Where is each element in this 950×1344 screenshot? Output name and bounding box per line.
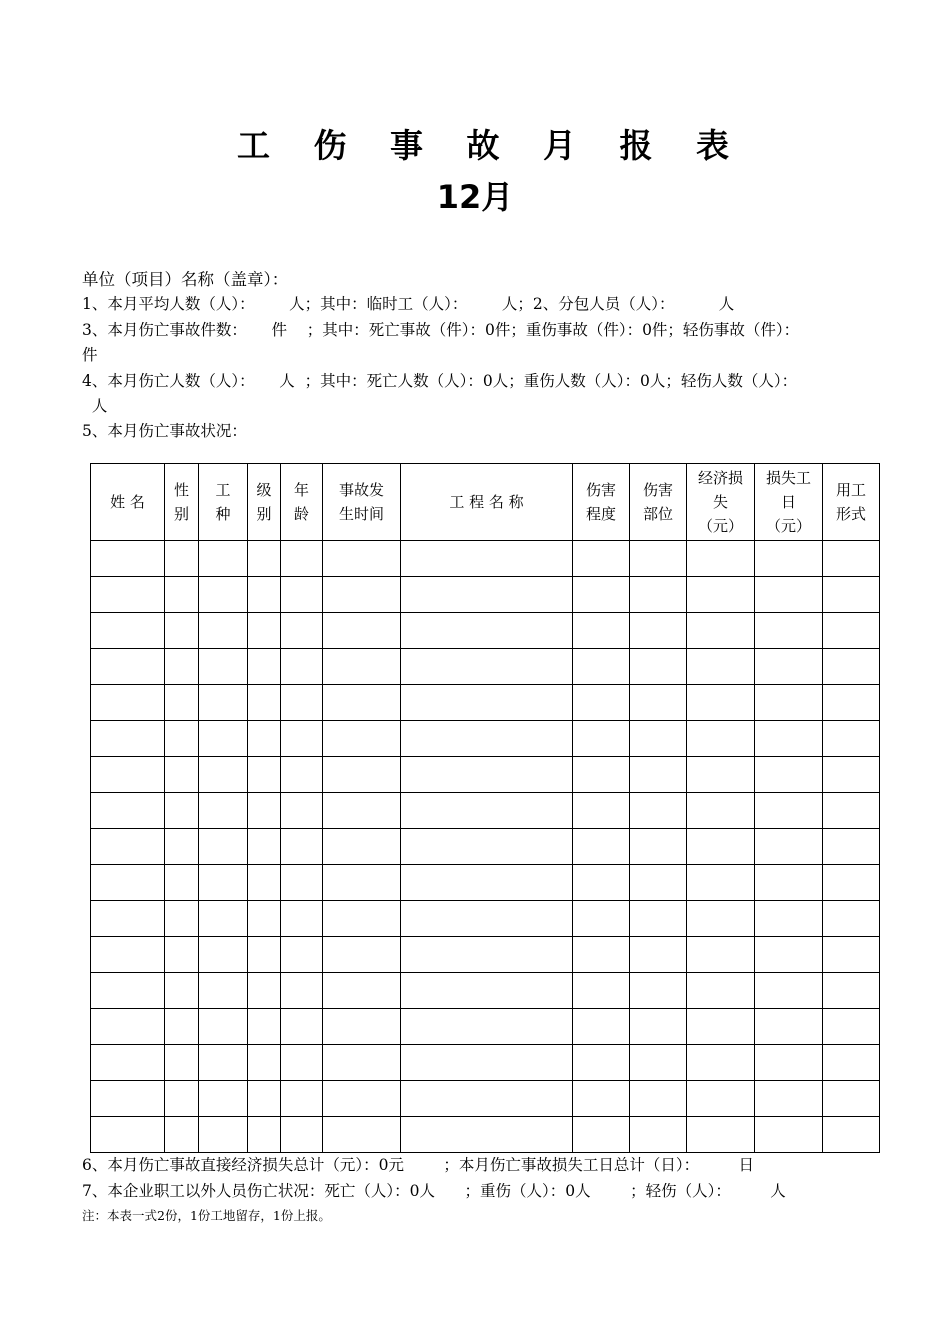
table-cell[interactable] (687, 901, 755, 937)
table-cell[interactable] (687, 721, 755, 757)
table-cell[interactable] (687, 793, 755, 829)
table-cell[interactable] (281, 829, 323, 865)
external-casualty-line: 7、本企业职工以外人员伤亡状况：死亡（人）：0人 ；重伤（人）：0人 ；轻伤（人）： 人 (82, 1182, 786, 1200)
table-cell[interactable] (401, 1045, 573, 1081)
table-cell[interactable] (687, 1117, 755, 1153)
table-cell[interactable] (573, 973, 630, 1009)
table-cell[interactable] (573, 721, 630, 757)
table-cell[interactable] (248, 577, 281, 613)
table-row (91, 757, 880, 793)
table-cell[interactable] (687, 649, 755, 685)
table-cell[interactable] (165, 829, 199, 865)
table-cell[interactable] (401, 721, 573, 757)
table-cell[interactable] (755, 793, 823, 829)
table-cell[interactable] (823, 685, 880, 721)
table-cell[interactable] (755, 1081, 823, 1117)
table-cell[interactable] (573, 541, 630, 577)
table-cell[interactable] (323, 541, 401, 577)
table-cell[interactable] (823, 577, 880, 613)
table-cell[interactable] (401, 541, 573, 577)
table-row (91, 973, 880, 1009)
table-cell[interactable] (401, 685, 573, 721)
table-cell[interactable] (165, 793, 199, 829)
table-cell[interactable] (823, 865, 880, 901)
table-cell[interactable] (401, 829, 573, 865)
table-cell[interactable] (91, 757, 165, 793)
table-cell[interactable] (199, 1009, 248, 1045)
table-row (91, 829, 880, 865)
table-header-row (91, 464, 880, 541)
table-cell[interactable] (281, 901, 323, 937)
table-cell[interactable] (823, 649, 880, 685)
column-header: 性 别 (165, 464, 199, 541)
table-cell[interactable] (755, 1009, 823, 1045)
form-title: 工 伤 事 故 月 报 表 (237, 126, 745, 165)
table-cell[interactable] (248, 865, 281, 901)
table-cell[interactable] (91, 973, 165, 1009)
table-cell[interactable] (630, 901, 687, 937)
table-cell[interactable] (401, 865, 573, 901)
table-cell[interactable] (323, 1045, 401, 1081)
table-cell[interactable] (281, 793, 323, 829)
table-row (91, 1045, 880, 1081)
table-cell[interactable] (248, 721, 281, 757)
table-cell[interactable] (248, 829, 281, 865)
accident-status-label: 5、本月伤亡事故状况： (82, 422, 247, 440)
table-cell[interactable] (630, 1081, 687, 1117)
table-cell[interactable] (755, 1117, 823, 1153)
table-cell[interactable] (323, 1009, 401, 1045)
accident-count-line-wrap: 件 (82, 346, 98, 364)
table-cell[interactable] (687, 577, 755, 613)
table-row (91, 1009, 880, 1045)
table-cell[interactable] (630, 577, 687, 613)
table-cell[interactable] (281, 1081, 323, 1117)
table-cell[interactable] (165, 541, 199, 577)
column-header: 姓 名 (91, 464, 165, 541)
table-cell[interactable] (755, 649, 823, 685)
table-cell[interactable] (823, 721, 880, 757)
table-cell[interactable] (823, 1117, 880, 1153)
table-cell[interactable] (687, 1045, 755, 1081)
table-cell[interactable] (323, 973, 401, 1009)
table-cell[interactable] (199, 1045, 248, 1081)
table-cell[interactable] (401, 649, 573, 685)
table-cell[interactable] (199, 541, 248, 577)
accident-table (90, 463, 880, 1153)
table-row (91, 541, 880, 577)
table-cell[interactable] (573, 901, 630, 937)
table-cell[interactable] (630, 1117, 687, 1153)
table-cell[interactable] (248, 937, 281, 973)
table-cell[interactable] (248, 613, 281, 649)
table-cell[interactable] (573, 937, 630, 973)
table-cell[interactable] (573, 1009, 630, 1045)
table-cell[interactable] (248, 1009, 281, 1045)
table-cell[interactable] (323, 901, 401, 937)
table-cell[interactable] (755, 577, 823, 613)
table-cell[interactable] (281, 721, 323, 757)
table-cell[interactable] (323, 721, 401, 757)
table-cell[interactable] (755, 1045, 823, 1081)
table-cell[interactable] (199, 613, 248, 649)
table-cell[interactable] (823, 1045, 880, 1081)
table-cell[interactable] (165, 649, 199, 685)
table-cell[interactable] (91, 829, 165, 865)
table-cell[interactable] (630, 865, 687, 901)
table-cell[interactable] (687, 829, 755, 865)
table-cell[interactable] (323, 685, 401, 721)
unit-name-label: 单位（项目）名称（盖章）： (82, 270, 289, 289)
table-cell[interactable] (91, 1045, 165, 1081)
table-cell[interactable] (687, 757, 755, 793)
table-cell[interactable] (199, 685, 248, 721)
table-cell[interactable] (248, 793, 281, 829)
table-cell[interactable] (687, 1081, 755, 1117)
table-cell[interactable] (248, 541, 281, 577)
table-cell[interactable] (823, 793, 880, 829)
table-cell[interactable] (199, 1081, 248, 1117)
table-cell[interactable] (630, 541, 687, 577)
table-cell[interactable] (165, 757, 199, 793)
table-cell[interactable] (401, 793, 573, 829)
table-row (91, 901, 880, 937)
table-cell[interactable] (323, 1081, 401, 1117)
table-row (91, 865, 880, 901)
table-cell[interactable] (248, 1045, 281, 1081)
table-cell[interactable] (573, 1045, 630, 1081)
table-cell[interactable] (91, 1081, 165, 1117)
table-cell[interactable] (401, 577, 573, 613)
table-cell[interactable] (823, 901, 880, 937)
table-cell[interactable] (755, 829, 823, 865)
table-cell[interactable] (281, 541, 323, 577)
table-cell[interactable] (573, 1117, 630, 1153)
table-cell[interactable] (248, 685, 281, 721)
table-cell[interactable] (401, 757, 573, 793)
table-cell[interactable] (91, 685, 165, 721)
table-cell[interactable] (248, 901, 281, 937)
table-cell[interactable] (823, 613, 880, 649)
table-cell[interactable] (755, 685, 823, 721)
casualty-count-line-wrap: 人 (82, 397, 108, 415)
table-cell[interactable] (573, 757, 630, 793)
column-header: 事故发 生时间 (323, 464, 401, 541)
table-cell[interactable] (199, 577, 248, 613)
table-cell[interactable] (755, 973, 823, 1009)
table-cell[interactable] (687, 973, 755, 1009)
column-header: 年 龄 (281, 464, 323, 541)
table-cell[interactable] (199, 973, 248, 1009)
table-cell[interactable] (199, 1117, 248, 1153)
table-cell[interactable] (323, 649, 401, 685)
table-cell[interactable] (687, 541, 755, 577)
column-header: 用工 形式 (823, 464, 880, 541)
table-row (91, 937, 880, 973)
table-cell[interactable] (401, 901, 573, 937)
table-body (91, 541, 880, 1153)
table-cell[interactable] (165, 613, 199, 649)
table-cell[interactable] (91, 901, 165, 937)
table-cell[interactable] (165, 1009, 199, 1045)
table-cell[interactable] (91, 1009, 165, 1045)
table-cell[interactable] (91, 937, 165, 973)
table-cell[interactable] (165, 1081, 199, 1117)
table-cell[interactable] (755, 937, 823, 973)
table-cell[interactable] (248, 757, 281, 793)
table-cell[interactable] (573, 649, 630, 685)
avg-headcount-line: 1、本月平均人数（人）： 人；其中：临时工（人）： 人；2、分包人员（人）： 人 (82, 295, 735, 313)
table-cell[interactable] (199, 793, 248, 829)
table-cell[interactable] (687, 937, 755, 973)
table-cell[interactable] (323, 577, 401, 613)
table-cell[interactable] (630, 757, 687, 793)
accident-count-line: 3、本月伤亡事故件数： 件 ；其中：死亡事故（件）：0件；重伤事故（件）：0件；轻伤事故（件）： (82, 321, 800, 339)
table-cell[interactable] (91, 541, 165, 577)
report-month: 12月 (436, 178, 514, 216)
table-cell[interactable] (165, 577, 199, 613)
table-cell[interactable] (823, 829, 880, 865)
table-cell[interactable] (755, 757, 823, 793)
table-cell[interactable] (91, 577, 165, 613)
table-cell[interactable] (630, 937, 687, 973)
table-cell[interactable] (165, 901, 199, 937)
column-header: 伤害 部位 (630, 464, 687, 541)
table-cell[interactable] (573, 1081, 630, 1117)
table-cell[interactable] (755, 721, 823, 757)
table-cell[interactable] (199, 901, 248, 937)
table-cell[interactable] (281, 973, 323, 1009)
casualty-count-line: 4、本月伤亡人数（人）： 人 ；其中：死亡人数（人）：0人；重伤人数（人）：0人；轻伤人数（人）： (82, 372, 798, 390)
table-cell[interactable] (755, 541, 823, 577)
table-cell[interactable] (630, 613, 687, 649)
table-cell[interactable] (91, 613, 165, 649)
table-cell[interactable] (199, 649, 248, 685)
table-cell[interactable] (823, 1009, 880, 1045)
table-cell[interactable] (630, 1009, 687, 1045)
table-cell[interactable] (687, 685, 755, 721)
table-cell[interactable] (401, 937, 573, 973)
table-row (91, 577, 880, 613)
table-cell[interactable] (165, 721, 199, 757)
table-cell[interactable] (823, 973, 880, 1009)
table-cell[interactable] (687, 865, 755, 901)
table-cell[interactable] (199, 937, 248, 973)
table-cell[interactable] (755, 865, 823, 901)
table-cell[interactable] (165, 1045, 199, 1081)
table-cell[interactable] (281, 937, 323, 973)
table-cell[interactable] (165, 865, 199, 901)
table-cell[interactable] (199, 757, 248, 793)
economic-loss-line: 6、本月伤亡事故直接经济损失总计（元）：0元 ；本月伤亡事故损失工日总计（日）： 日 (82, 1156, 755, 1174)
table-cell[interactable] (823, 541, 880, 577)
table-cell[interactable] (323, 1117, 401, 1153)
table-cell[interactable] (281, 613, 323, 649)
table-row (91, 1081, 880, 1117)
table-cell[interactable] (91, 865, 165, 901)
table-cell[interactable] (248, 1081, 281, 1117)
table-cell[interactable] (823, 1081, 880, 1117)
table-cell[interactable] (630, 1045, 687, 1081)
table-cell[interactable] (165, 1117, 199, 1153)
table-cell[interactable] (248, 973, 281, 1009)
footnote: 注：本表一式2份，1份工地留存，1份上报。 (82, 1208, 331, 1223)
table-cell[interactable] (323, 829, 401, 865)
table-cell[interactable] (165, 973, 199, 1009)
table-cell[interactable] (630, 685, 687, 721)
table-cell[interactable] (630, 793, 687, 829)
table-cell[interactable] (573, 577, 630, 613)
column-header: 工 程 名 称 (401, 464, 573, 541)
table-cell[interactable] (573, 685, 630, 721)
table-cell[interactable] (323, 757, 401, 793)
table-cell[interactable] (281, 1045, 323, 1081)
table-cell[interactable] (91, 721, 165, 757)
column-header: 级 别 (248, 464, 281, 541)
table-cell[interactable] (630, 721, 687, 757)
table-cell[interactable] (199, 721, 248, 757)
table-cell[interactable] (91, 1117, 165, 1153)
table-cell[interactable] (199, 865, 248, 901)
table-cell[interactable] (573, 829, 630, 865)
table-cell[interactable] (281, 649, 323, 685)
table-row (91, 613, 880, 649)
table-cell[interactable] (755, 901, 823, 937)
table-cell[interactable] (823, 937, 880, 973)
table-cell[interactable] (281, 1009, 323, 1045)
table-cell[interactable] (281, 577, 323, 613)
table-cell[interactable] (687, 613, 755, 649)
table-cell[interactable] (823, 757, 880, 793)
table-cell[interactable] (687, 1009, 755, 1045)
column-header: 经济损 失 （元） (687, 464, 755, 541)
table-cell[interactable] (630, 649, 687, 685)
table-cell[interactable] (91, 649, 165, 685)
table-row (91, 793, 880, 829)
table-row (91, 721, 880, 757)
table-cell[interactable] (248, 1117, 281, 1153)
table-row (91, 1117, 880, 1153)
table-cell[interactable] (281, 1117, 323, 1153)
table-cell[interactable] (281, 685, 323, 721)
table-cell[interactable] (281, 865, 323, 901)
table-cell[interactable] (323, 613, 401, 649)
table-cell[interactable] (401, 1117, 573, 1153)
table-row (91, 685, 880, 721)
table-cell[interactable] (573, 613, 630, 649)
table-cell[interactable] (91, 793, 165, 829)
table-cell[interactable] (323, 865, 401, 901)
table-cell[interactable] (401, 1081, 573, 1117)
table-cell[interactable] (401, 613, 573, 649)
table-cell[interactable] (199, 829, 248, 865)
table-cell[interactable] (573, 865, 630, 901)
table-cell[interactable] (401, 1009, 573, 1045)
table-cell[interactable] (323, 937, 401, 973)
column-header: 伤害 程度 (573, 464, 630, 541)
table-cell[interactable] (573, 793, 630, 829)
table-cell[interactable] (165, 685, 199, 721)
table-row (91, 649, 880, 685)
table-cell[interactable] (323, 793, 401, 829)
table-cell[interactable] (248, 649, 281, 685)
table-cell[interactable] (401, 973, 573, 1009)
column-header: 损失工 日 （元） (755, 464, 823, 541)
table-cell[interactable] (630, 973, 687, 1009)
table-cell[interactable] (281, 757, 323, 793)
table-cell[interactable] (630, 829, 687, 865)
column-header: 工 种 (199, 464, 248, 541)
table-cell[interactable] (165, 937, 199, 973)
table-cell[interactable] (755, 613, 823, 649)
